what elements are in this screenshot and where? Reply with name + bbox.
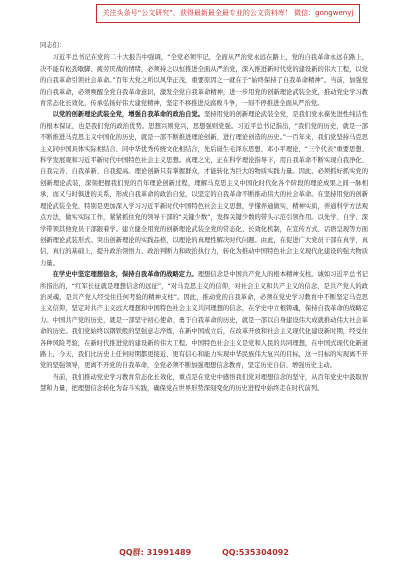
paragraph-3-lead: 在学史中坚定理想信念，保持自我革命的战略定力。: [52, 271, 198, 279]
document-body: [40, 40, 368, 395]
paragraph-3-text: 理想信念是中国共产党人的根本精神支柱。诚如习近平总书记所指出的，“红军长征就是理想信念的远征”，“对马克思主义的信仰，对社会主义和共产主义的信念，是共产党人的政治灵魂，是共产党人经受住任何考验的精神支柱”。因此，推动党的自我革命，必须在党史学习教育中不断坚定马克思主义信仰，坚定对共产主义远大理想和中国特色社会主义共同理想的信念，在学史中立根铸魂，保持自我革命的战略定力。中国共产党的历史，就是一部坚守初心使命、勇于自我革命的历史，就是一部以自身建设伟大成就推动伟大社会革命的历史。我们党始终以钢铁般的坚强意志淬炼，在新中国成立后，在改革开放和社会主义现代化建设新时期，经受住各种风险考验，在新时代推进党的建设新的伟大工程。中国特色社会主义是党和人民的共同理想，在中国式现代化新道路上，今天，我们比历史上任何时期都更接近、更有信心和能力实现中华民族伟大复兴的目标，这一目标的实现离不开党的坚强领导，更离不开党的自我革命，全党必须不断加强理想信念教育，坚定历史自信、增强历史主动。: [40, 271, 369, 370]
salutation: 同志们：: [40, 42, 66, 49]
paragraph-4-text: 当前，我们推动党史学习教育常态化长效化，重点是在党史中感悟我们党对理想信念的坚守，从百年党史中汲取智慧和力量，把理想信念转化为奋斗实践，确保党在世界形势深刻变化的历史进程中始终走在时代前列。: [40, 373, 368, 393]
paragraph-2-lead: 以党的创新理论武装全党，增强自我革命的政治自觉。: [52, 111, 204, 119]
paragraph-4: [40, 372, 368, 395]
promo-banner: 关注头条号“公文研究”，获得最新最全最专业的公文资料库！ 微信：gongwenyj: [96, 4, 360, 23]
contact-footer: [0, 547, 408, 559]
paragraph-1-text: 习近平总书记在党的二十大报告中强调，“全党必须牢记，全面从严治党永远在路上，党的自我革命永远在路上，决不能有松劲歇脚、疲劳厌战的情绪，必须持之以恒推进全面从严治党，深入推进新时代党的建设新的伟大工程，以党的自我革命引领社会革命。”百年大党之所以风华正茂，重要原因之一就在于“始终保持了自我革命精神”。当前，加强党的自我革命，必须唤醒全党自我革命意识，激发全党自我革命精神，进一步用党的创新理论武装全党，推动党史学习教育常态化长效化，传承弘扬好伟大建党精神，坚定不移推进反腐败斗争，一刻不停推进全面从严治党。: [40, 54, 368, 108]
paragraph-3: [40, 269, 368, 372]
paragraph-2-text: 坚持用党的创新理论武装全党，是我们党永葆先进性纯洁性的根本保证，也是我们党的政治优势。思想兴则党兴，思想强则党强。习近平总书记指出，“我们党的历史，就是一部不断推进马克思主义中国化的历史，就是一部不断推进理论创新、进行理论创造的历史。”一百年来，我们党坚持马克思主义同中国具体实际相结合、同中华优秀传统文化相结合，先后诞生毛泽东思想、邓小平理论、“三个代表”重要思想、科学发展观和习近平新时代中国特色社会主义思想。真理之光，正在科学理论指导下，用自我革命不断实现自我净化、自我完善、自我革新、自我提高。理论创新只有掌握群众，才能转化为巨大的物质实践力量。因此，必须抓好抓实党的创新理论武装，深刻把握我们党的百年理论创新过程，理解马克思主义中国化时代化各个阶段的理论成果之间一脉相承、而又与时俱进的关系，形成自我革命的政治自觉，以坚定的自我革命不断推动伟大的社会革命。在坚持用党的创新理论武装全党，特别是更加深入学习习近平新时代中国特色社会主义思想，学懂弄通做实，精神实质，弄通科学方法观点方法，做实实际工作，紧紧抓住党的领导干部的“关键少数”，发挥关键少数的带头示范引领作用。以先学、自学、深学带领其他党员干部跟着学。建立健全用党的创新理论武装全党的常态化、长效化机制，在宣传方式、话语呈现等方面创新理论武装形式。突出创新理论的实践品格，以理论的真理性解决时代问题。由此，在促进广大党员干部在真学、真信、真行的基础上，提升政治领悟力、政治判断力和政治执行力，转化为推动中国特色社会主义现代化建设的强大物质力量。: [40, 111, 369, 267]
qq-group: QQ群: 31991489: [119, 548, 192, 557]
paragraph-1: [40, 52, 368, 109]
qq-number: QQ:535304092: [222, 548, 289, 557]
paragraph-2: [40, 109, 368, 269]
